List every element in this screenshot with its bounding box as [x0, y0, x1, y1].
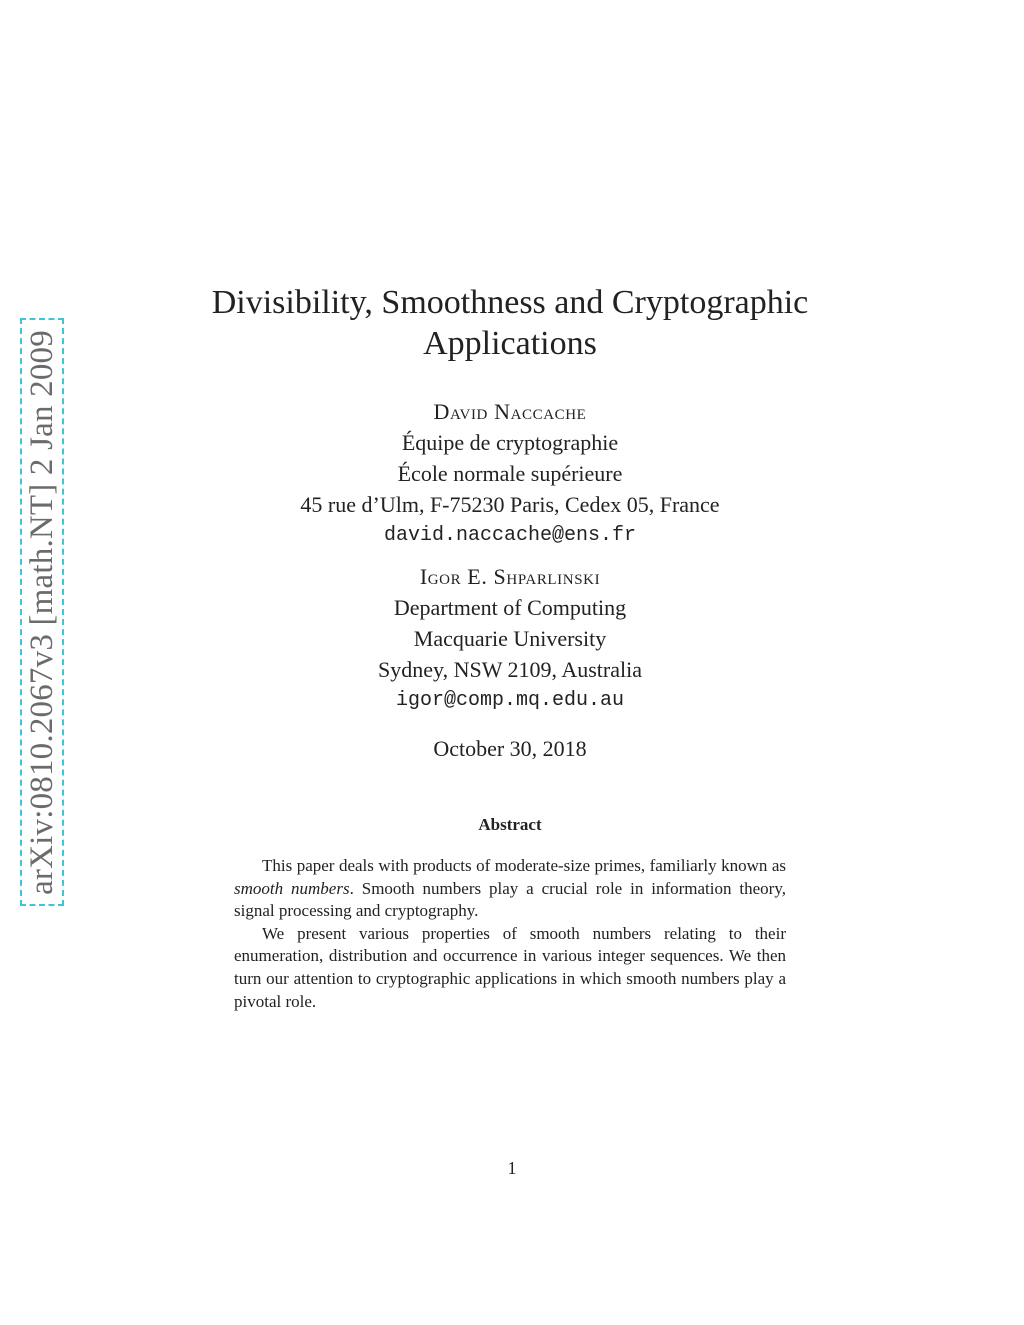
- author-name: Igor E. Shparlinski: [419, 564, 601, 589]
- title-line-1: Divisibility, Smoothness and Cryptographic: [211, 284, 809, 321]
- author-email[interactable]: david.naccache@ens.fr: [383, 524, 637, 547]
- title-line-2: Applications: [423, 325, 597, 362]
- author-affiliation: Équipe de cryptographie: [401, 430, 619, 455]
- abstract-text: This paper deals with products of moderate-size primes, familiarly known as: [262, 856, 786, 875]
- page-number: 1: [507, 1158, 517, 1178]
- abstract-paragraph-2: We present various properties of smooth numbers relating to their enumeration, distribution and occurrence in various integer sequences. We then turn our attention to cryptographic applications in which smooth numbers play a pivotal role.: [234, 923, 786, 1011]
- author-affiliation: Department of Computing: [393, 595, 627, 620]
- author-institution: École normale supérieure: [397, 461, 623, 486]
- author-name: David Naccache: [433, 399, 587, 424]
- abstract-emphasis: smooth numbers: [234, 878, 350, 898]
- author-address: 45 rue d’Ulm, F-75230 Paris, Cedex 05, France: [300, 492, 720, 517]
- abstract-text: . Smooth numbers play a crucial role in information theory, signal processing and cryptography.: [234, 878, 786, 921]
- author-block-naccache: [160, 396, 860, 551]
- paper-title: [150, 282, 870, 364]
- abstract-heading: Abstract: [478, 815, 542, 834]
- author-email[interactable]: igor@comp.mq.edu.au: [395, 689, 625, 712]
- author-address: Sydney, NSW 2109, Australia: [378, 657, 642, 682]
- abstract-body: [234, 855, 786, 1013]
- arxiv-identifier: arXiv:0810.2067v3 [math.NT] 2 Jan 2009: [23, 329, 60, 895]
- arxiv-stamp: [20, 318, 64, 906]
- author-block-shparlinski: [160, 561, 860, 716]
- abstract-paragraph-1: [234, 855, 786, 923]
- author-institution: Macquarie University: [413, 626, 607, 651]
- paper-date: October 30, 2018: [433, 736, 587, 761]
